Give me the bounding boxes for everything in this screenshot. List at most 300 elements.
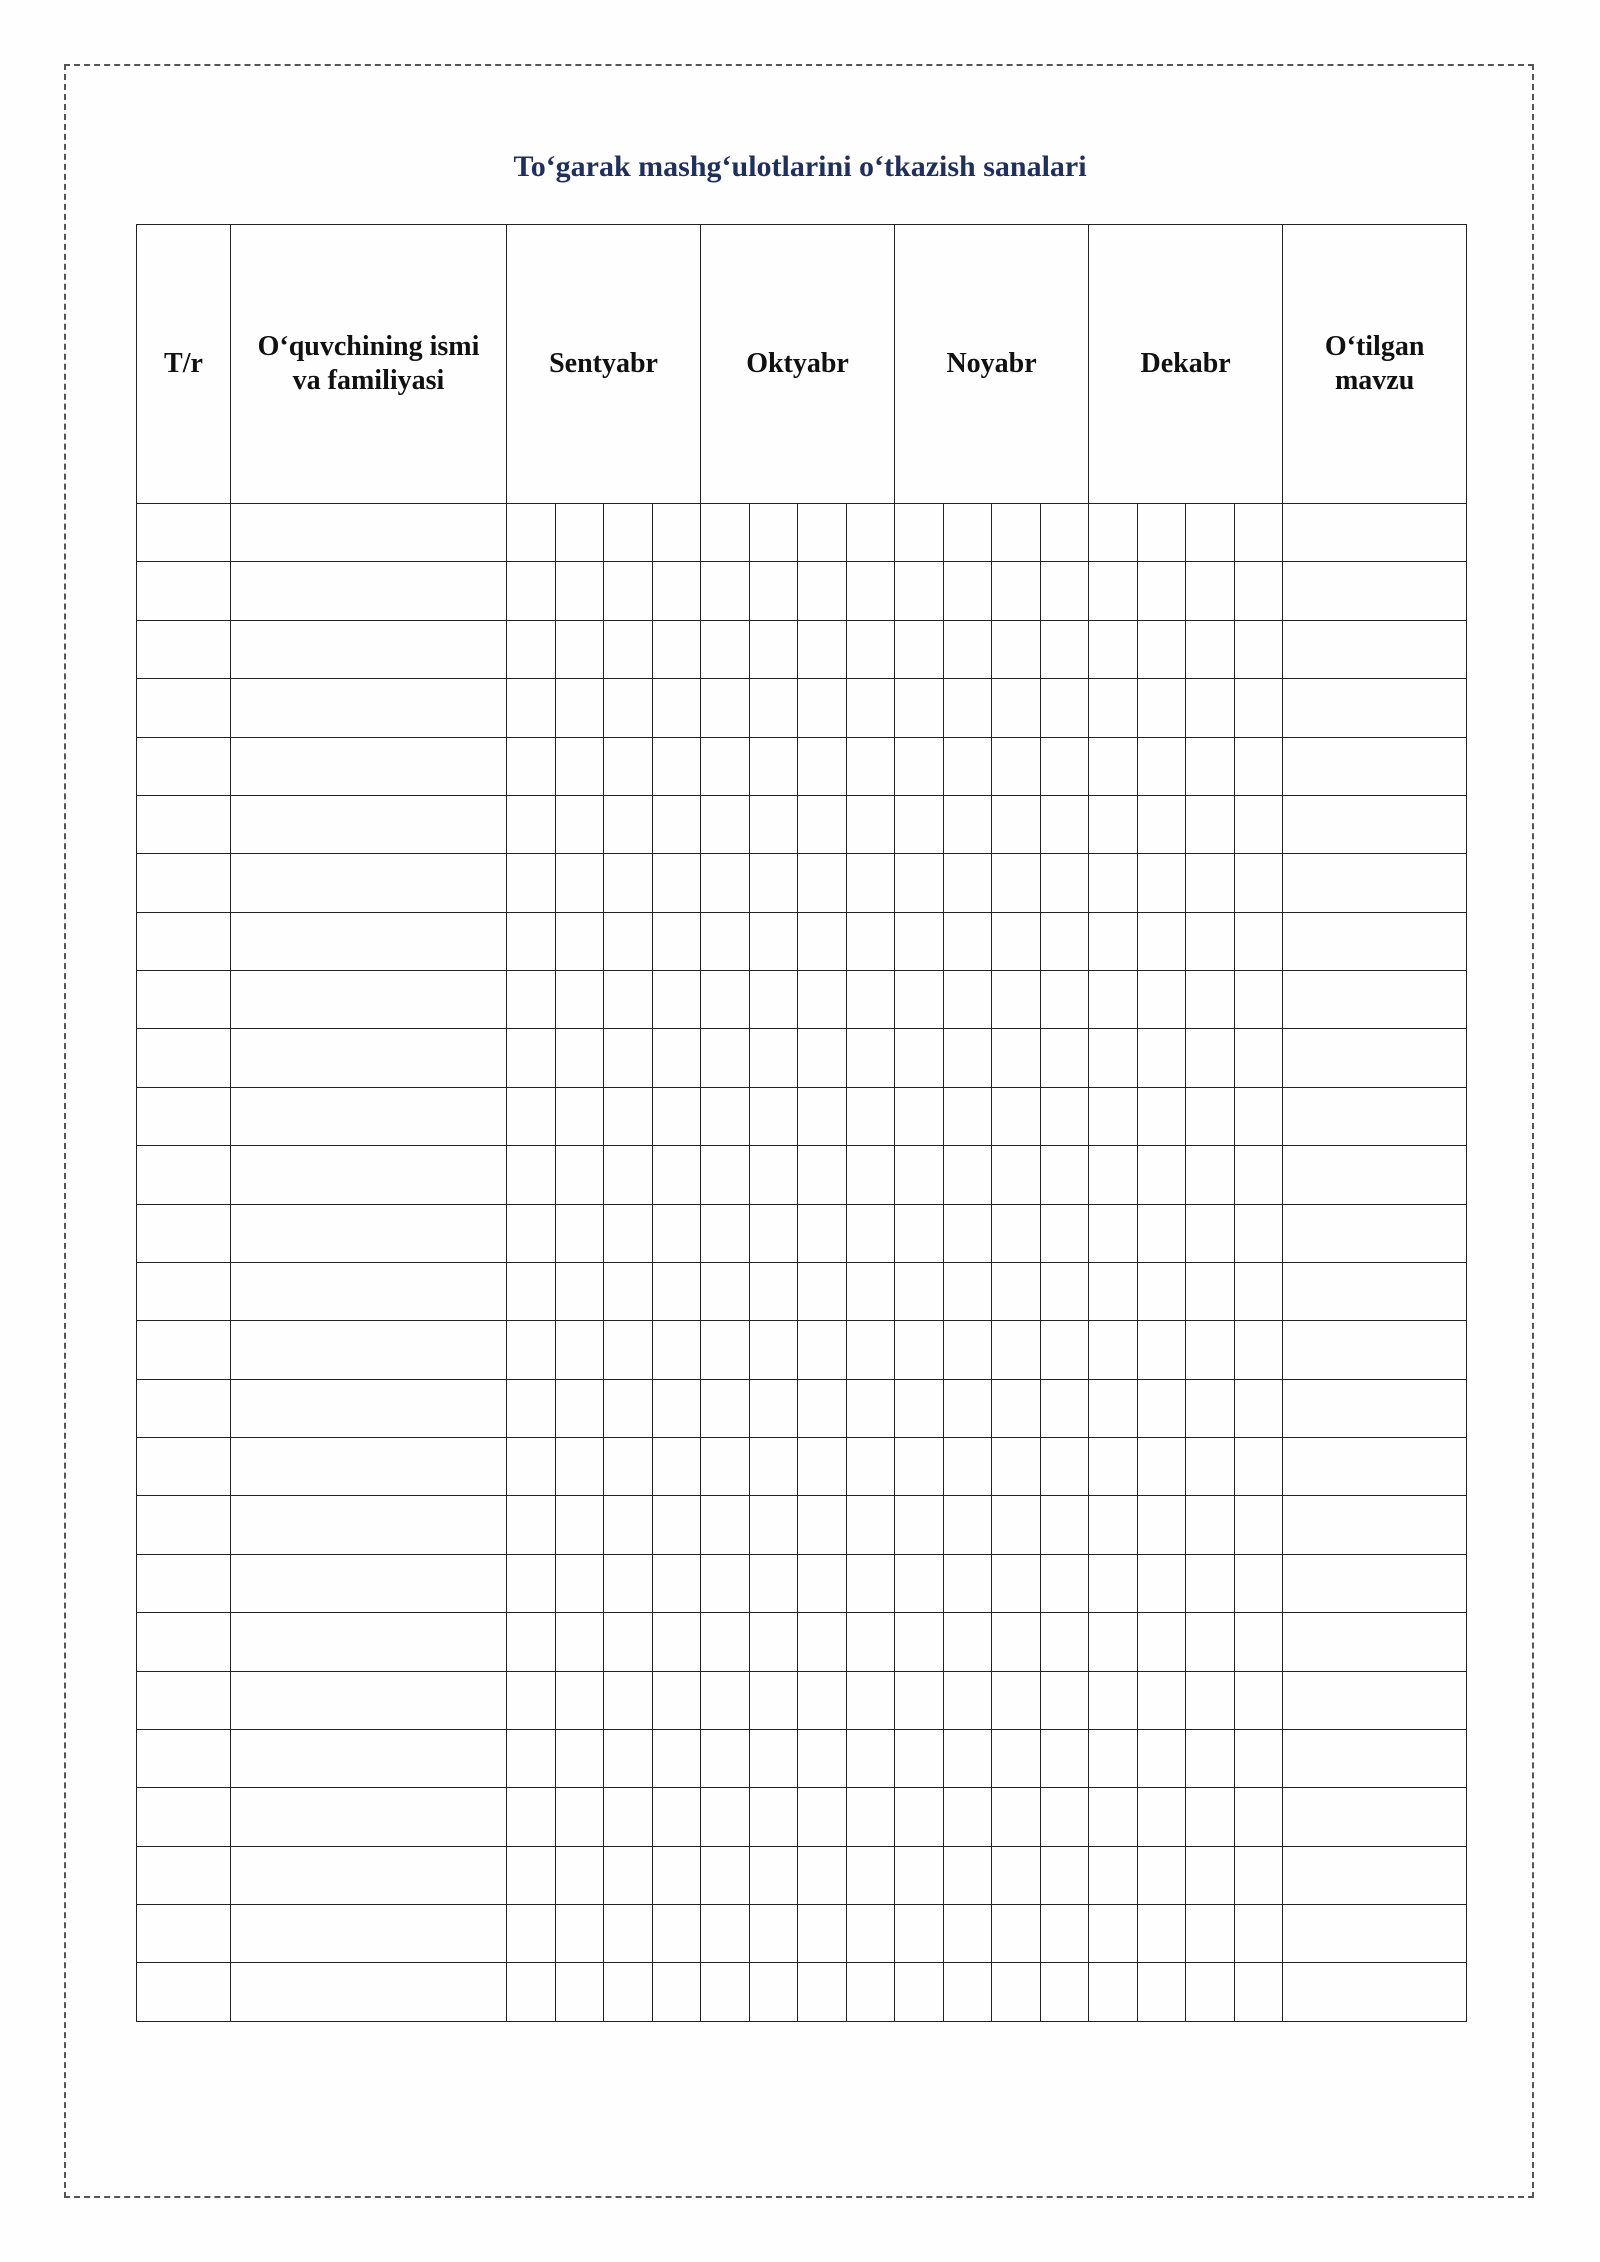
date-cell[interactable]: [1186, 1204, 1235, 1262]
date-cell[interactable]: [652, 1846, 701, 1904]
date-cell[interactable]: [701, 1788, 750, 1846]
date-cell[interactable]: [1137, 795, 1186, 853]
date-cell[interactable]: [701, 1087, 750, 1145]
student-name-cell[interactable]: [231, 1087, 507, 1145]
date-cell[interactable]: [992, 912, 1041, 970]
date-cell[interactable]: [507, 971, 556, 1029]
date-cell[interactable]: [749, 971, 798, 1029]
date-cell[interactable]: [1234, 1963, 1283, 2022]
topic-cell[interactable]: [1283, 1905, 1467, 1963]
date-cell[interactable]: [749, 504, 798, 562]
date-cell[interactable]: [1234, 1554, 1283, 1612]
topic-cell[interactable]: [1283, 1262, 1467, 1320]
date-cell[interactable]: [1040, 1029, 1089, 1087]
date-cell[interactable]: [555, 1321, 604, 1379]
date-cell[interactable]: [507, 1788, 556, 1846]
date-cell[interactable]: [604, 1379, 653, 1437]
date-cell[interactable]: [1234, 1262, 1283, 1320]
date-cell[interactable]: [1186, 737, 1235, 795]
date-cell[interactable]: [895, 737, 944, 795]
date-cell[interactable]: [1089, 1963, 1138, 2022]
number-cell[interactable]: [137, 854, 231, 912]
date-cell[interactable]: [749, 795, 798, 853]
student-name-cell[interactable]: [231, 1613, 507, 1671]
date-cell[interactable]: [1040, 1204, 1089, 1262]
date-cell[interactable]: [507, 1321, 556, 1379]
date-cell[interactable]: [604, 1788, 653, 1846]
number-cell[interactable]: [137, 1262, 231, 1320]
date-cell[interactable]: [895, 1905, 944, 1963]
date-cell[interactable]: [846, 1204, 895, 1262]
date-cell[interactable]: [749, 1438, 798, 1496]
date-cell[interactable]: [1089, 737, 1138, 795]
date-cell[interactable]: [846, 1846, 895, 1904]
date-cell[interactable]: [507, 854, 556, 912]
date-cell[interactable]: [895, 504, 944, 562]
date-cell[interactable]: [604, 1905, 653, 1963]
date-cell[interactable]: [555, 971, 604, 1029]
number-cell[interactable]: [137, 1613, 231, 1671]
date-cell[interactable]: [1089, 1788, 1138, 1846]
date-cell[interactable]: [749, 679, 798, 737]
date-cell[interactable]: [507, 1029, 556, 1087]
date-cell[interactable]: [652, 562, 701, 620]
date-cell[interactable]: [1089, 562, 1138, 620]
student-name-cell[interactable]: [231, 620, 507, 678]
date-cell[interactable]: [992, 1496, 1041, 1554]
date-cell[interactable]: [749, 1963, 798, 2022]
date-cell[interactable]: [749, 1204, 798, 1262]
date-cell[interactable]: [1040, 1846, 1089, 1904]
student-name-cell[interactable]: [231, 504, 507, 562]
date-cell[interactable]: [507, 1204, 556, 1262]
date-cell[interactable]: [895, 620, 944, 678]
date-cell[interactable]: [652, 1262, 701, 1320]
date-cell[interactable]: [1186, 1905, 1235, 1963]
date-cell[interactable]: [701, 679, 750, 737]
topic-cell[interactable]: [1283, 1554, 1467, 1612]
date-cell[interactable]: [798, 504, 847, 562]
date-cell[interactable]: [555, 1788, 604, 1846]
date-cell[interactable]: [943, 504, 992, 562]
date-cell[interactable]: [1040, 795, 1089, 853]
date-cell[interactable]: [895, 1671, 944, 1729]
date-cell[interactable]: [555, 854, 604, 912]
date-cell[interactable]: [652, 971, 701, 1029]
date-cell[interactable]: [749, 1613, 798, 1671]
date-cell[interactable]: [798, 854, 847, 912]
number-cell[interactable]: [137, 679, 231, 737]
topic-cell[interactable]: [1283, 620, 1467, 678]
date-cell[interactable]: [749, 1554, 798, 1612]
date-cell[interactable]: [604, 1963, 653, 2022]
date-cell[interactable]: [652, 795, 701, 853]
topic-cell[interactable]: [1283, 1438, 1467, 1496]
date-cell[interactable]: [701, 1554, 750, 1612]
date-cell[interactable]: [1234, 1204, 1283, 1262]
date-cell[interactable]: [943, 620, 992, 678]
date-cell[interactable]: [1040, 1905, 1089, 1963]
date-cell[interactable]: [992, 562, 1041, 620]
date-cell[interactable]: [798, 1613, 847, 1671]
date-cell[interactable]: [555, 1379, 604, 1437]
date-cell[interactable]: [604, 1087, 653, 1145]
student-name-cell[interactable]: [231, 1321, 507, 1379]
date-cell[interactable]: [1089, 1262, 1138, 1320]
date-cell[interactable]: [1234, 1496, 1283, 1554]
date-cell[interactable]: [652, 1788, 701, 1846]
date-cell[interactable]: [652, 620, 701, 678]
date-cell[interactable]: [992, 620, 1041, 678]
date-cell[interactable]: [507, 1262, 556, 1320]
date-cell[interactable]: [846, 971, 895, 1029]
date-cell[interactable]: [798, 1379, 847, 1437]
topic-cell[interactable]: [1283, 1788, 1467, 1846]
date-cell[interactable]: [992, 1204, 1041, 1262]
date-cell[interactable]: [1040, 854, 1089, 912]
date-cell[interactable]: [846, 1438, 895, 1496]
date-cell[interactable]: [846, 1087, 895, 1145]
date-cell[interactable]: [1234, 1029, 1283, 1087]
topic-cell[interactable]: [1283, 1496, 1467, 1554]
date-cell[interactable]: [1040, 1438, 1089, 1496]
date-cell[interactable]: [555, 1146, 604, 1204]
date-cell[interactable]: [1040, 1146, 1089, 1204]
student-name-cell[interactable]: [231, 1379, 507, 1437]
date-cell[interactable]: [846, 620, 895, 678]
date-cell[interactable]: [1234, 562, 1283, 620]
date-cell[interactable]: [604, 1671, 653, 1729]
date-cell[interactable]: [943, 1846, 992, 1904]
date-cell[interactable]: [1186, 1613, 1235, 1671]
date-cell[interactable]: [1137, 1146, 1186, 1204]
date-cell[interactable]: [992, 1788, 1041, 1846]
date-cell[interactable]: [555, 679, 604, 737]
date-cell[interactable]: [1234, 1087, 1283, 1145]
date-cell[interactable]: [1137, 1379, 1186, 1437]
date-cell[interactable]: [1040, 1963, 1089, 2022]
date-cell[interactable]: [701, 971, 750, 1029]
date-cell[interactable]: [604, 1321, 653, 1379]
date-cell[interactable]: [798, 1204, 847, 1262]
date-cell[interactable]: [798, 1496, 847, 1554]
date-cell[interactable]: [1089, 1029, 1138, 1087]
date-cell[interactable]: [1186, 1087, 1235, 1145]
number-cell[interactable]: [137, 1321, 231, 1379]
date-cell[interactable]: [1089, 795, 1138, 853]
date-cell[interactable]: [1234, 971, 1283, 1029]
date-cell[interactable]: [798, 620, 847, 678]
date-cell[interactable]: [1234, 504, 1283, 562]
date-cell[interactable]: [846, 1963, 895, 2022]
topic-cell[interactable]: [1283, 795, 1467, 853]
number-cell[interactable]: [137, 912, 231, 970]
date-cell[interactable]: [895, 1788, 944, 1846]
number-cell[interactable]: [137, 562, 231, 620]
date-cell[interactable]: [507, 1087, 556, 1145]
student-name-cell[interactable]: [231, 1554, 507, 1612]
date-cell[interactable]: [943, 737, 992, 795]
date-cell[interactable]: [895, 1321, 944, 1379]
date-cell[interactable]: [652, 1905, 701, 1963]
date-cell[interactable]: [555, 1905, 604, 1963]
date-cell[interactable]: [895, 1146, 944, 1204]
date-cell[interactable]: [749, 562, 798, 620]
date-cell[interactable]: [992, 1087, 1041, 1145]
date-cell[interactable]: [701, 1321, 750, 1379]
date-cell[interactable]: [604, 1262, 653, 1320]
date-cell[interactable]: [604, 854, 653, 912]
date-cell[interactable]: [1137, 1438, 1186, 1496]
date-cell[interactable]: [1040, 737, 1089, 795]
date-cell[interactable]: [1089, 1146, 1138, 1204]
date-cell[interactable]: [992, 504, 1041, 562]
date-cell[interactable]: [604, 679, 653, 737]
date-cell[interactable]: [1234, 737, 1283, 795]
date-cell[interactable]: [992, 854, 1041, 912]
date-cell[interactable]: [1040, 1613, 1089, 1671]
date-cell[interactable]: [1089, 1204, 1138, 1262]
date-cell[interactable]: [1137, 737, 1186, 795]
date-cell[interactable]: [507, 562, 556, 620]
date-cell[interactable]: [749, 1905, 798, 1963]
date-cell[interactable]: [943, 1146, 992, 1204]
date-cell[interactable]: [555, 1613, 604, 1671]
date-cell[interactable]: [992, 1321, 1041, 1379]
date-cell[interactable]: [749, 912, 798, 970]
date-cell[interactable]: [895, 1438, 944, 1496]
date-cell[interactable]: [507, 1963, 556, 2022]
date-cell[interactable]: [604, 1496, 653, 1554]
date-cell[interactable]: [895, 1029, 944, 1087]
date-cell[interactable]: [604, 504, 653, 562]
date-cell[interactable]: [1234, 1379, 1283, 1437]
date-cell[interactable]: [1186, 1262, 1235, 1320]
date-cell[interactable]: [1137, 562, 1186, 620]
date-cell[interactable]: [846, 1146, 895, 1204]
date-cell[interactable]: [507, 504, 556, 562]
student-name-cell[interactable]: [231, 679, 507, 737]
date-cell[interactable]: [604, 1846, 653, 1904]
date-cell[interactable]: [1234, 679, 1283, 737]
date-cell[interactable]: [555, 737, 604, 795]
date-cell[interactable]: [701, 1496, 750, 1554]
date-cell[interactable]: [943, 912, 992, 970]
date-cell[interactable]: [1040, 504, 1089, 562]
student-name-cell[interactable]: [231, 795, 507, 853]
date-cell[interactable]: [1040, 1262, 1089, 1320]
date-cell[interactable]: [749, 1321, 798, 1379]
date-cell[interactable]: [604, 620, 653, 678]
date-cell[interactable]: [1186, 1146, 1235, 1204]
date-cell[interactable]: [895, 1379, 944, 1437]
date-cell[interactable]: [604, 1029, 653, 1087]
topic-cell[interactable]: [1283, 1846, 1467, 1904]
date-cell[interactable]: [604, 737, 653, 795]
date-cell[interactable]: [1137, 1963, 1186, 2022]
student-name-cell[interactable]: [231, 1905, 507, 1963]
date-cell[interactable]: [652, 912, 701, 970]
date-cell[interactable]: [1137, 1788, 1186, 1846]
date-cell[interactable]: [604, 971, 653, 1029]
number-cell[interactable]: [137, 1788, 231, 1846]
date-cell[interactable]: [1186, 620, 1235, 678]
date-cell[interactable]: [1234, 912, 1283, 970]
topic-cell[interactable]: [1283, 1146, 1467, 1204]
date-cell[interactable]: [652, 854, 701, 912]
date-cell[interactable]: [1186, 562, 1235, 620]
date-cell[interactable]: [846, 912, 895, 970]
date-cell[interactable]: [749, 1029, 798, 1087]
number-cell[interactable]: [137, 620, 231, 678]
date-cell[interactable]: [1234, 1846, 1283, 1904]
date-cell[interactable]: [1089, 1379, 1138, 1437]
date-cell[interactable]: [604, 1729, 653, 1787]
date-cell[interactable]: [1089, 912, 1138, 970]
student-name-cell[interactable]: [231, 1204, 507, 1262]
date-cell[interactable]: [1186, 504, 1235, 562]
date-cell[interactable]: [1089, 854, 1138, 912]
date-cell[interactable]: [555, 1963, 604, 2022]
date-cell[interactable]: [798, 1963, 847, 2022]
date-cell[interactable]: [992, 1438, 1041, 1496]
date-cell[interactable]: [507, 679, 556, 737]
date-cell[interactable]: [1186, 971, 1235, 1029]
student-name-cell[interactable]: [231, 971, 507, 1029]
number-cell[interactable]: [137, 1963, 231, 2022]
date-cell[interactable]: [701, 1963, 750, 2022]
date-cell[interactable]: [555, 912, 604, 970]
date-cell[interactable]: [749, 620, 798, 678]
date-cell[interactable]: [1234, 1321, 1283, 1379]
topic-cell[interactable]: [1283, 504, 1467, 562]
date-cell[interactable]: [943, 1729, 992, 1787]
student-name-cell[interactable]: [231, 1262, 507, 1320]
date-cell[interactable]: [507, 1496, 556, 1554]
date-cell[interactable]: [604, 1554, 653, 1612]
date-cell[interactable]: [992, 737, 1041, 795]
date-cell[interactable]: [943, 1438, 992, 1496]
topic-cell[interactable]: [1283, 854, 1467, 912]
date-cell[interactable]: [992, 1262, 1041, 1320]
date-cell[interactable]: [604, 1613, 653, 1671]
date-cell[interactable]: [992, 971, 1041, 1029]
date-cell[interactable]: [507, 1846, 556, 1904]
date-cell[interactable]: [1234, 1671, 1283, 1729]
date-cell[interactable]: [701, 1379, 750, 1437]
date-cell[interactable]: [507, 1905, 556, 1963]
date-cell[interactable]: [943, 1496, 992, 1554]
date-cell[interactable]: [701, 1146, 750, 1204]
date-cell[interactable]: [798, 912, 847, 970]
date-cell[interactable]: [749, 1671, 798, 1729]
date-cell[interactable]: [846, 1496, 895, 1554]
topic-cell[interactable]: [1283, 562, 1467, 620]
number-cell[interactable]: [137, 1671, 231, 1729]
date-cell[interactable]: [652, 1321, 701, 1379]
date-cell[interactable]: [895, 1613, 944, 1671]
date-cell[interactable]: [1089, 971, 1138, 1029]
topic-cell[interactable]: [1283, 1029, 1467, 1087]
date-cell[interactable]: [1234, 1438, 1283, 1496]
date-cell[interactable]: [701, 1905, 750, 1963]
date-cell[interactable]: [604, 1204, 653, 1262]
date-cell[interactable]: [798, 1788, 847, 1846]
date-cell[interactable]: [798, 1262, 847, 1320]
date-cell[interactable]: [652, 1379, 701, 1437]
date-cell[interactable]: [701, 1204, 750, 1262]
date-cell[interactable]: [846, 1321, 895, 1379]
date-cell[interactable]: [555, 504, 604, 562]
date-cell[interactable]: [1137, 679, 1186, 737]
date-cell[interactable]: [943, 1671, 992, 1729]
topic-cell[interactable]: [1283, 971, 1467, 1029]
number-cell[interactable]: [137, 504, 231, 562]
date-cell[interactable]: [1137, 620, 1186, 678]
date-cell[interactable]: [1089, 1554, 1138, 1612]
date-cell[interactable]: [1040, 1671, 1089, 1729]
date-cell[interactable]: [652, 1146, 701, 1204]
date-cell[interactable]: [1089, 1321, 1138, 1379]
date-cell[interactable]: [1186, 1846, 1235, 1904]
date-cell[interactable]: [895, 1729, 944, 1787]
date-cell[interactable]: [846, 1613, 895, 1671]
date-cell[interactable]: [943, 795, 992, 853]
date-cell[interactable]: [507, 912, 556, 970]
student-name-cell[interactable]: [231, 1671, 507, 1729]
date-cell[interactable]: [652, 1554, 701, 1612]
date-cell[interactable]: [846, 795, 895, 853]
date-cell[interactable]: [846, 1379, 895, 1437]
date-cell[interactable]: [943, 971, 992, 1029]
date-cell[interactable]: [1186, 1496, 1235, 1554]
date-cell[interactable]: [943, 1204, 992, 1262]
date-cell[interactable]: [943, 1905, 992, 1963]
date-cell[interactable]: [992, 1671, 1041, 1729]
date-cell[interactable]: [943, 854, 992, 912]
number-cell[interactable]: [137, 1846, 231, 1904]
number-cell[interactable]: [137, 1438, 231, 1496]
topic-cell[interactable]: [1283, 1963, 1467, 2022]
student-name-cell[interactable]: [231, 1729, 507, 1787]
date-cell[interactable]: [798, 795, 847, 853]
date-cell[interactable]: [555, 1554, 604, 1612]
date-cell[interactable]: [749, 1729, 798, 1787]
date-cell[interactable]: [798, 1087, 847, 1145]
date-cell[interactable]: [895, 1846, 944, 1904]
date-cell[interactable]: [604, 1438, 653, 1496]
date-cell[interactable]: [507, 1554, 556, 1612]
date-cell[interactable]: [652, 1029, 701, 1087]
date-cell[interactable]: [992, 1613, 1041, 1671]
date-cell[interactable]: [1137, 1671, 1186, 1729]
topic-cell[interactable]: [1283, 1321, 1467, 1379]
topic-cell[interactable]: [1283, 1379, 1467, 1437]
date-cell[interactable]: [798, 562, 847, 620]
date-cell[interactable]: [992, 1029, 1041, 1087]
date-cell[interactable]: [1040, 679, 1089, 737]
date-cell[interactable]: [895, 1963, 944, 2022]
date-cell[interactable]: [1040, 912, 1089, 970]
date-cell[interactable]: [1234, 854, 1283, 912]
date-cell[interactable]: [1186, 854, 1235, 912]
date-cell[interactable]: [1089, 1671, 1138, 1729]
date-cell[interactable]: [555, 1671, 604, 1729]
date-cell[interactable]: [943, 1613, 992, 1671]
date-cell[interactable]: [798, 1671, 847, 1729]
date-cell[interactable]: [1137, 1496, 1186, 1554]
date-cell[interactable]: [846, 1729, 895, 1787]
